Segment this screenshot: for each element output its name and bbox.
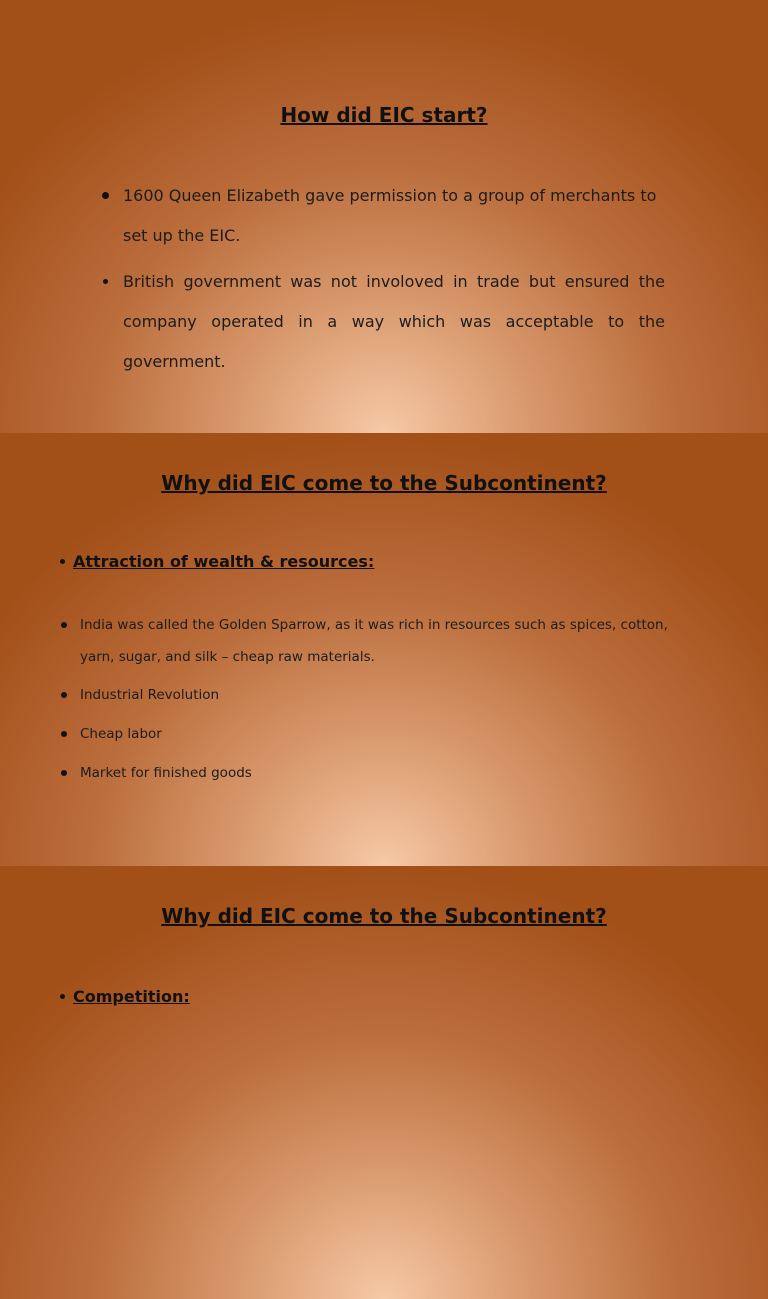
bullet-dot-icon — [61, 731, 67, 737]
section-heading-text: Competition: — [73, 987, 190, 1006]
bullet-dot-icon — [61, 770, 67, 776]
slide-title: Why did EIC come to the Subcontinent? — [161, 904, 607, 928]
bullet-text: India was called the Golden Sparrow, as it was rich in resources such as spices, cotton, yarn, sugar, and silk – cheap raw materials. — [80, 617, 668, 665]
section-heading-text: Attraction of wealth & resources: — [73, 552, 375, 571]
bullet-dot-icon — [60, 994, 65, 999]
bullet-text: Cheap labor — [80, 726, 162, 742]
slide-title: How did EIC start? — [280, 103, 488, 127]
bullet-item — [80, 609, 690, 673]
section-heading — [73, 987, 190, 1006]
bullet-item — [123, 262, 665, 382]
slide-title: Why did EIC come to the Subcontinent? — [161, 471, 607, 495]
bullet-dot-icon — [103, 279, 108, 284]
bullet-text: Industrial Revolution — [80, 687, 220, 703]
bullet-dot-icon — [61, 622, 67, 628]
slide-2 — [0, 433, 768, 866]
section-heading — [73, 552, 374, 571]
slide-1 — [0, 0, 768, 433]
bullet-item — [123, 176, 665, 256]
bullet-dot-icon — [61, 692, 67, 698]
bullet-dot-icon — [102, 192, 109, 199]
bullet-item — [80, 679, 690, 711]
bullet-item — [80, 718, 690, 750]
bullet-item — [80, 757, 690, 789]
slide-3 — [0, 866, 768, 1299]
bullet-text: Market for finished goods — [80, 765, 252, 781]
bullet-text: British government was not involoved in trade but ensured the company operated in a way which was acceptable to the government. — [123, 272, 665, 371]
bullet-dot-icon — [60, 559, 65, 564]
bullet-text: 1600 Queen Elizabeth gave permission to a group of merchants to set up the EIC. — [123, 186, 657, 245]
